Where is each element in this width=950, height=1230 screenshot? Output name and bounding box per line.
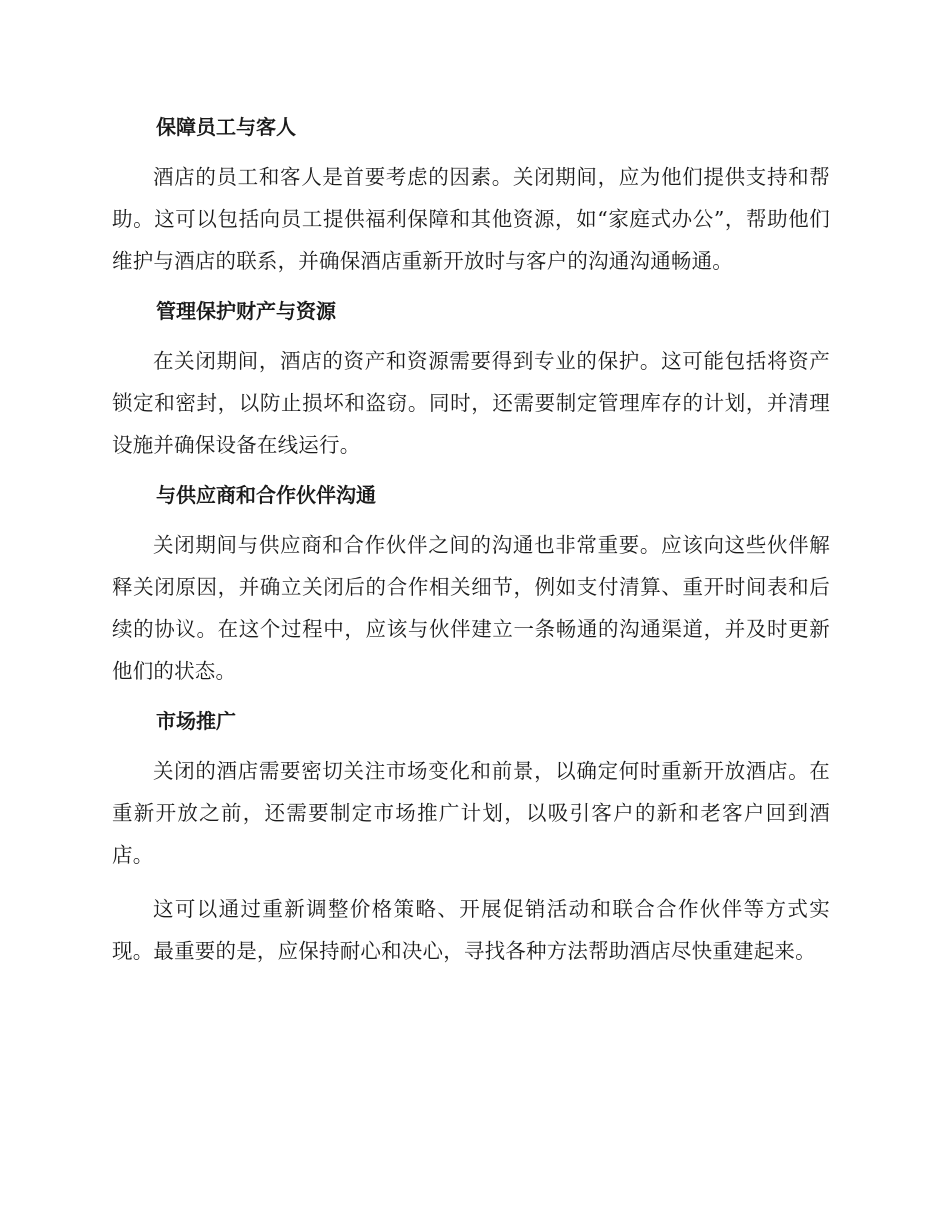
body-paragraph: 关闭期间与供应商和合作伙伴之间的沟通也非常重要。应该向这些伙伴解释关闭原因，并确立关闭后的合作相关细节，例如支付清算、重开时间表和后续的协议。在这个过程中，应该与伙伴建立一条畅通的沟通渠道，并及时更新他们的状态。: [112, 533, 830, 683]
body-paragraph: 酒店的员工和客人是首要考虑的因素。关闭期间，应为他们提供支持和帮助。这可以包括向员工提供福利保障和其他资源，如“家庭式办公”，帮助他们维护与酒店的联系，并确保酒店重新开放时与客户的沟通沟通畅通。: [112, 165, 830, 273]
body-paragraph: 在关闭期间，酒店的资产和资源需要得到专业的保护。这可能包括将资产锁定和密封，以防止损坏和盗窃。同时，还需要制定管理库存的计划，并清理设施并确保设备在线运行。: [112, 349, 830, 457]
spacer: [112, 466, 830, 478]
spacer: [112, 144, 830, 156]
spacer: [112, 328, 830, 340]
section-heading: 管理保护财产与资源: [156, 299, 336, 323]
body-paragraph: 关闭的酒店需要密切关注市场变化和前景，以确定何时重新开放酒店。在重新开放之前，还需要制定市场推广计划，以吸引客户的新和老客户回到酒店。: [112, 759, 830, 867]
spacer: [112, 738, 830, 750]
spacer: [112, 512, 830, 524]
spacer: [112, 876, 830, 888]
section-heading: 市场推广: [156, 709, 236, 733]
section-heading: 保障员工与客人: [156, 115, 296, 139]
section-heading: 与供应商和合作伙伴沟通: [156, 483, 376, 507]
spacer: [112, 282, 830, 294]
body-paragraph: 这可以通过重新调整价格策略、开展促销活动和联合合作伙伴等方式实现。最重要的是，应保持耐心和决心，寻找各种方法帮助酒店尽快重建起来。: [112, 897, 830, 963]
spacer: [112, 692, 830, 704]
